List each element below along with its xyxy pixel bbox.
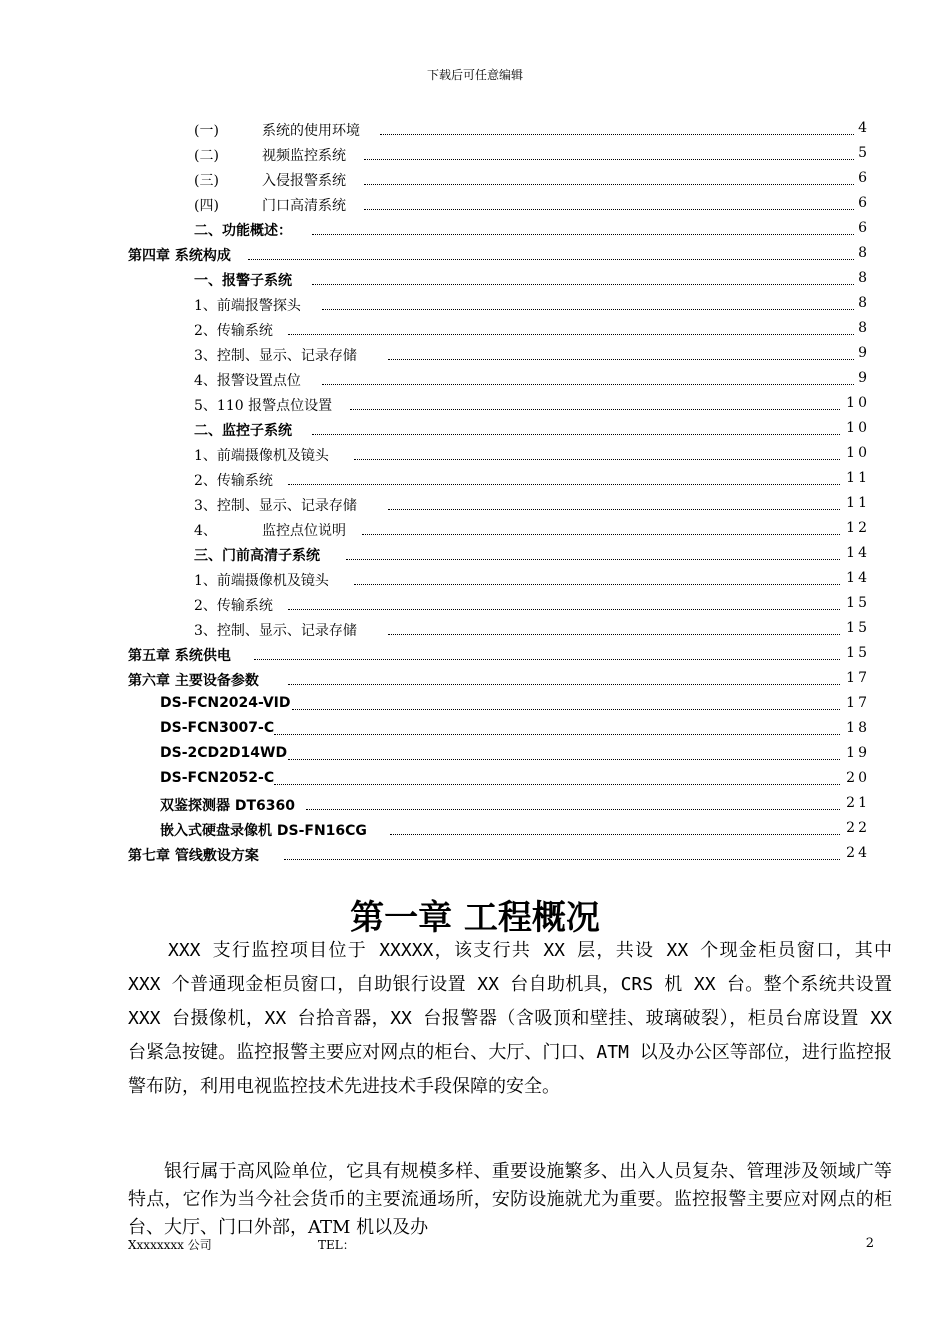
- toc-page: 8: [858, 295, 870, 311]
- toc-entry[interactable]: [0, 791, 950, 815]
- toc-leader: [306, 801, 840, 810]
- toc-page: 12: [846, 520, 870, 536]
- toc-leader: [312, 276, 854, 285]
- toc-entry[interactable]: [0, 241, 950, 265]
- toc-number: (二): [194, 148, 219, 164]
- toc-entry[interactable]: [0, 291, 950, 315]
- toc-title: 2、传输系统: [194, 323, 273, 339]
- toc-page: 15: [846, 645, 870, 661]
- toc-leader: [312, 426, 840, 435]
- toc-title: 3、控制、显示、记录存储: [194, 623, 357, 639]
- toc-page: 24: [846, 845, 870, 861]
- toc-title: 监控点位说明: [262, 523, 346, 539]
- toc-leader: [322, 301, 854, 310]
- toc-entry[interactable]: [0, 616, 950, 640]
- toc-entry[interactable]: [0, 691, 950, 715]
- toc-title: 二、功能概述：: [194, 223, 292, 239]
- toc-leader: [380, 126, 854, 135]
- toc-leader: [288, 326, 854, 335]
- toc-page: 6: [858, 170, 870, 186]
- toc-page: 9: [858, 370, 870, 386]
- toc-entry[interactable]: [0, 166, 950, 190]
- toc-page: 21: [846, 795, 870, 811]
- toc-entry[interactable]: [0, 716, 950, 740]
- toc-page: 17: [846, 695, 870, 711]
- toc-entry[interactable]: [0, 516, 950, 540]
- toc-entry[interactable]: [0, 391, 950, 415]
- toc-leader: [284, 851, 840, 860]
- toc-leader: [288, 476, 840, 485]
- toc-leader: [364, 151, 854, 160]
- toc-leader: [248, 251, 854, 260]
- toc-page: 8: [858, 320, 870, 336]
- toc-leader: [354, 576, 840, 585]
- toc-page: 20: [846, 770, 870, 786]
- toc-leader: [274, 726, 840, 735]
- toc-entry[interactable]: [0, 416, 950, 440]
- toc-entry[interactable]: [0, 491, 950, 515]
- toc-entry[interactable]: [0, 816, 950, 840]
- page-number: 2: [865, 1236, 874, 1251]
- toc-title: 5、110 报警点位设置: [194, 398, 333, 414]
- toc-leader: [354, 451, 840, 460]
- toc-page: 6: [858, 220, 870, 236]
- toc-title: 3、控制、显示、记录存储: [194, 498, 357, 514]
- footer-tel: TEL：: [318, 1238, 355, 1252]
- toc-title: 1、前端摄像机及镜头: [194, 573, 329, 589]
- toc-title: 二、监控子系统: [194, 423, 292, 439]
- toc-leader: [388, 626, 840, 635]
- toc-entry[interactable]: [0, 441, 950, 465]
- toc-page: 10: [846, 420, 870, 436]
- toc-title: 双鉴探测器 DT6360: [160, 798, 296, 814]
- toc-page: 17: [846, 670, 870, 686]
- toc-entry[interactable]: [0, 766, 950, 790]
- toc-page: 15: [846, 620, 870, 636]
- toc-number: (三): [194, 173, 219, 189]
- page-header: 下载后可任意编辑: [426, 68, 523, 82]
- toc-entry[interactable]: [0, 116, 950, 140]
- toc-title: 3、控制、显示、记录存储: [194, 348, 357, 364]
- toc-title: 第六章 主要设备参数: [128, 673, 259, 689]
- toc-leader: [254, 651, 840, 660]
- toc-number: 4、: [194, 523, 217, 539]
- toc-page: 9: [858, 345, 870, 361]
- toc-leader: [362, 526, 840, 535]
- toc-leader: [288, 676, 840, 685]
- toc-title: 1、前端摄像机及镜头: [194, 448, 329, 464]
- toc-title: 入侵报警系统: [262, 173, 346, 189]
- toc-page: 5: [858, 145, 870, 161]
- toc-leader: [390, 826, 840, 835]
- toc-entry[interactable]: [0, 366, 950, 390]
- toc-page: 6: [858, 195, 870, 211]
- toc-title: 系统的使用环境: [262, 123, 360, 139]
- toc-entry[interactable]: [0, 341, 950, 365]
- toc-entry[interactable]: [0, 566, 950, 590]
- toc-leader: [388, 351, 854, 360]
- toc-title: 门口高清系统: [262, 198, 346, 214]
- toc-page: 10: [846, 395, 870, 411]
- toc-leader: [292, 701, 840, 710]
- toc-number: (四): [194, 198, 219, 214]
- toc-entry[interactable]: [0, 316, 950, 340]
- toc-page: 14: [846, 545, 870, 561]
- toc-page: 11: [846, 470, 870, 486]
- toc-entry[interactable]: [0, 466, 950, 490]
- body-paragraph: 银行属于高风险单位，它具有规模多样、重要设施繁多、出入人员复杂、管理涉及领域广等特点，它作为当今社会货币的主要流通场所，安防设施就尤为重要。监控报警主要应对网点的柜台、大厅、门口外部，ATM 机以及办: [128, 1161, 892, 1238]
- toc-leader: [288, 751, 840, 760]
- toc-entry[interactable]: [0, 741, 950, 765]
- toc-entry[interactable]: [0, 591, 950, 615]
- body-paragraph: XXX 支行监控项目位于 XXXXX，该支行共 XX 层，共设 XX 个现金柜员窗口，其中 XXX 个普通现金柜员窗口，自助银行设置 XX 台自助机具，CRS 机 XX 台。整个系统共设置 XXX 台摄像机，XX 台拾音器，XX 台报警器（含吸顶和壁挂、玻璃破裂），柜员台席设置 XX 台紧急按键。监控报警主要应对网点的柜台、大厅、门口、ATM 以及办公区等部位，进行监控报警布防，利用电视监控技术先进技术手段保障的安全。: [128, 940, 892, 1097]
- toc-page: 11: [846, 495, 870, 511]
- toc-page: 22: [846, 820, 870, 836]
- toc-entry[interactable]: [0, 216, 950, 240]
- toc-title: 第七章 管线敷设方案: [128, 848, 259, 864]
- footer-company: Xxxxxxxx 公司: [128, 1238, 212, 1252]
- toc-title: 嵌入式硬盘录像机 DS-FN16CG: [160, 823, 367, 839]
- toc-entry[interactable]: [0, 191, 950, 215]
- toc-title: 一、报警子系统: [194, 273, 292, 289]
- toc-title: DS-2CD2D14WD: [160, 745, 288, 761]
- toc-entry[interactable]: [0, 666, 950, 690]
- toc-title: 1、前端报警探头: [194, 298, 301, 314]
- toc-page: 10: [846, 445, 870, 461]
- toc-page: 18: [846, 720, 870, 736]
- toc-leader: [288, 601, 840, 610]
- toc-leader: [322, 376, 854, 385]
- toc-page: 19: [846, 745, 870, 761]
- toc-page: 8: [858, 245, 870, 261]
- toc-entry[interactable]: [0, 266, 950, 290]
- toc-entry[interactable]: [0, 141, 950, 165]
- toc-leader: [346, 551, 840, 560]
- toc-title: DS-FCN3007-C: [160, 720, 275, 736]
- toc-leader: [312, 226, 854, 235]
- toc-leader: [274, 776, 840, 785]
- toc-title: 三、门前高清子系统: [194, 548, 320, 564]
- toc-entry[interactable]: [0, 541, 950, 565]
- toc-title: 2、传输系统: [194, 598, 273, 614]
- toc-page: 14: [846, 570, 870, 586]
- toc-leader: [388, 501, 840, 510]
- toc-leader: [364, 176, 854, 185]
- page-footer: [0, 1236, 950, 1256]
- toc-page: 8: [858, 270, 870, 286]
- toc-title: DS-FCN2052-C: [160, 770, 275, 786]
- toc-title: 视频监控系统: [262, 148, 346, 164]
- toc-title: 2、传输系统: [194, 473, 273, 489]
- toc-number: (一): [194, 123, 219, 139]
- toc-title: 4、报警设置点位: [194, 373, 301, 389]
- toc-leader: [364, 201, 854, 210]
- toc-page: 4: [858, 120, 870, 136]
- toc-title: 第五章 系统供电: [128, 648, 231, 664]
- toc-entry[interactable]: [0, 841, 950, 865]
- toc-entry[interactable]: [0, 641, 950, 665]
- toc-title: 第四章 系统构成: [128, 248, 231, 264]
- toc-page: 15: [846, 595, 870, 611]
- chapter-title: 第一章 工程概况: [350, 898, 600, 938]
- toc-leader: [350, 401, 840, 410]
- toc-title: DS-FCN2024-VID: [160, 695, 291, 711]
